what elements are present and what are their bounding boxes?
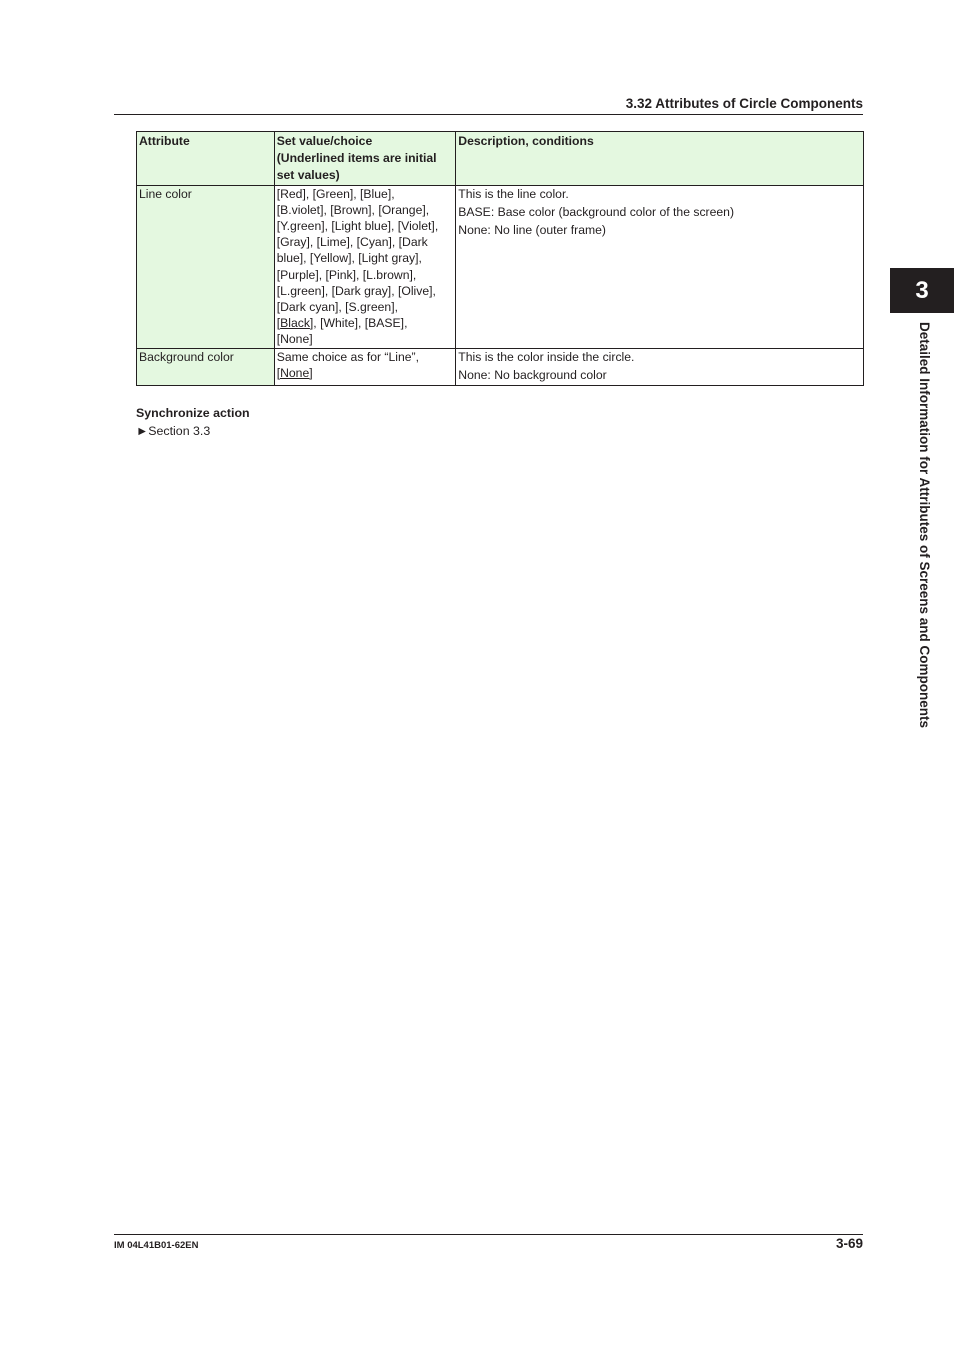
attribute-cell: Line color <box>137 185 275 348</box>
value-line: [B.violet], [Brown], [Orange], <box>276 202 430 217</box>
description-cell <box>456 185 864 348</box>
set-value-cell <box>274 348 456 385</box>
footer-divider <box>114 1234 863 1235</box>
value-line <box>277 315 454 331</box>
document-number: IM 04L41B01-62EN <box>114 1240 199 1251</box>
column-header-set-value-line: (Underlined items are initial <box>276 151 437 166</box>
value-line: [Dark cyan], [S.green], <box>276 300 398 315</box>
initial-value-underlined: Black <box>280 316 310 331</box>
value-line: [L.green], [Dark gray], [Olive], <box>276 283 436 298</box>
chapter-number: 3 <box>915 276 929 304</box>
value-line: [None] <box>276 332 313 347</box>
value-text: [ <box>276 316 281 331</box>
value-line: [Y.green], [Light blue], [Violet], <box>276 219 439 234</box>
description-cell <box>456 348 864 385</box>
set-value-cell <box>274 185 456 348</box>
page-section-title: 3.32 Attributes of Circle Components <box>625 96 863 111</box>
section-reference-link[interactable] <box>136 424 210 438</box>
value-line: [Gray], [Lime], [Cyan], [Dark <box>276 235 428 250</box>
value-line <box>277 365 454 381</box>
synchronize-action-heading: Synchronize action <box>136 406 250 420</box>
column-header-attribute: Attribute <box>137 132 275 186</box>
column-header-set-value-line: Set value/choice <box>276 134 373 148</box>
value-text: ], [White], [BASE], <box>309 316 408 331</box>
table-header-row <box>137 132 864 186</box>
chapter-vertical-title: Detailed Information for Attributes of Screens and Components <box>917 322 932 729</box>
value-line: [Purple], [Pink], [L.brown], <box>276 267 417 282</box>
description-line: BASE: Base color (background color of the screen) <box>458 204 735 219</box>
description-line: None: No line (outer frame) <box>458 223 606 238</box>
table-row <box>137 348 864 385</box>
attribute-cell: Background color <box>137 348 275 385</box>
header-divider <box>114 114 863 115</box>
attributes-table <box>136 131 864 386</box>
column-header-set-value-line: set values) <box>276 168 340 183</box>
chapter-tab <box>890 268 954 313</box>
description-line: This is the line color. <box>458 186 569 201</box>
value-line: blue], [Yellow], [Light gray], <box>276 251 422 266</box>
section-reference-text: Section 3.3 <box>148 424 211 438</box>
value-line: [Red], [Green], [Blue], <box>276 186 395 201</box>
right-triangle-pointer-icon: ► <box>136 424 149 438</box>
initial-value-underlined: [None] <box>276 365 313 380</box>
column-header-description: Description, conditions <box>456 132 864 186</box>
page-number: 3-69 <box>835 1236 863 1251</box>
description-line: This is the color inside the circle. <box>458 349 635 364</box>
value-line: Same choice as for “Line”, <box>276 349 419 364</box>
description-line: None: No background color <box>458 367 607 382</box>
table-row <box>137 185 864 348</box>
column-header-set-value <box>274 132 456 186</box>
